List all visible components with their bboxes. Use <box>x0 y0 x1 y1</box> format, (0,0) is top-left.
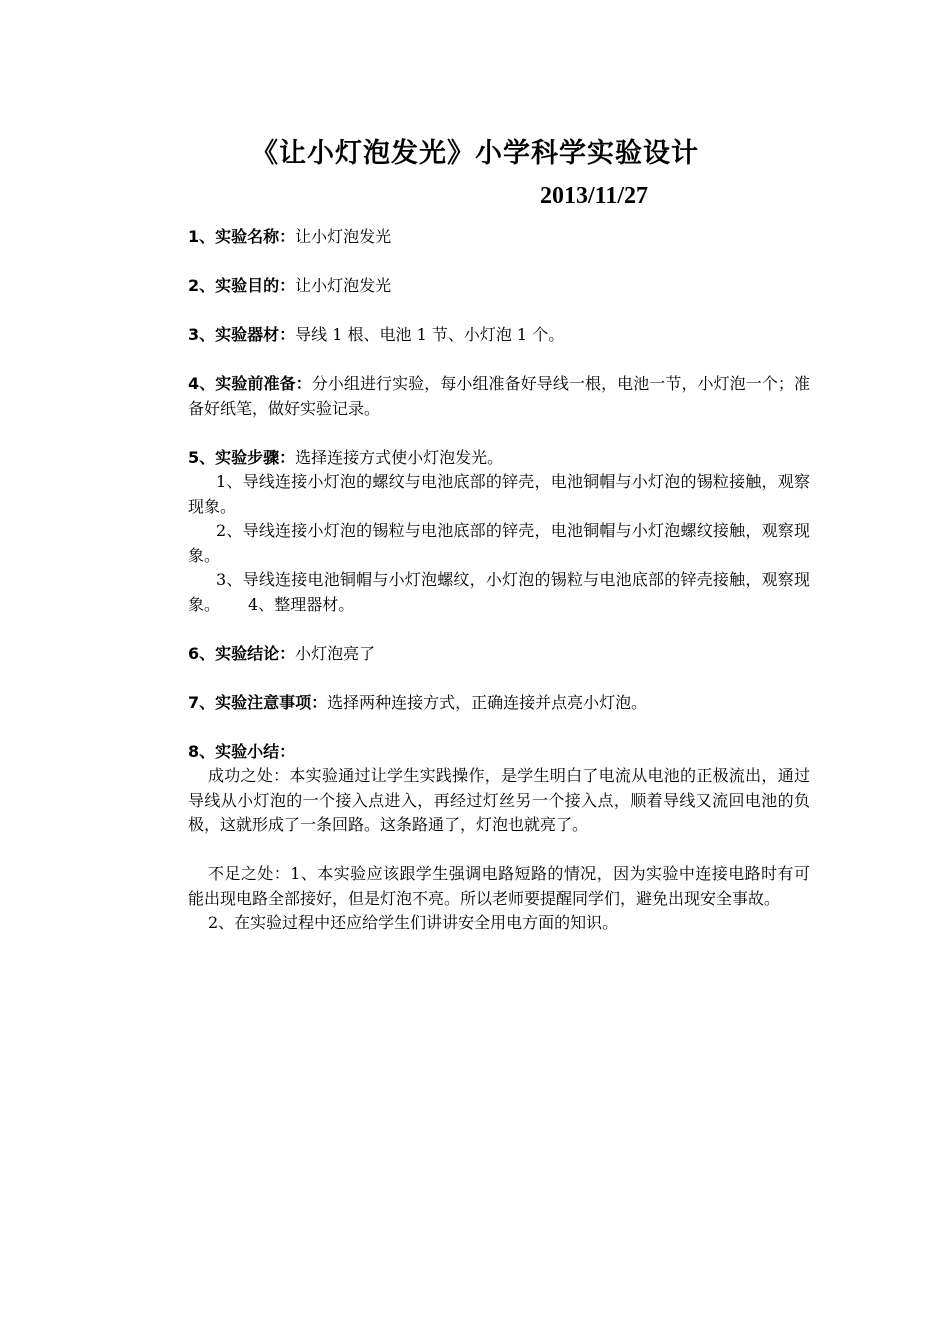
section-text: 小灯泡亮了 <box>295 643 376 663</box>
section-label: 5、实验步骤： <box>188 447 296 467</box>
section-experiment-purpose <box>188 274 810 299</box>
section-label: 1、实验名称： <box>188 227 296 246</box>
step-4: 4、整理器材。 <box>248 594 355 614</box>
section-summary <box>188 740 810 765</box>
step-3-and-4 <box>188 568 810 617</box>
document-title: 《让小灯泡发光》小学科学实验设计 <box>251 138 699 169</box>
section-text: 让小灯泡发光 <box>295 276 392 295</box>
summary-shortcoming: 不足之处：1、本实验应该跟学生强调电路短路的情况，因为实验中连接电路时有可能出现电路全部接好，但是灯泡不亮。所以老师要提醒同学们，避免出现安全事故。 <box>188 864 810 908</box>
section-steps <box>188 446 810 471</box>
section-text: 选择连接方式使小灯泡发光。 <box>295 447 504 467</box>
section-experiment-materials <box>188 323 810 348</box>
section-experiment-name <box>188 225 810 250</box>
section-conclusion <box>188 642 810 667</box>
document-body <box>188 225 810 936</box>
document-date: 2013/11/27 <box>540 183 649 209</box>
section-label: 4、实验前准备： <box>188 374 312 393</box>
section-notes <box>188 691 810 716</box>
section-label: 7、实验注意事项： <box>188 692 328 712</box>
step-1: 1、导线连接小灯泡的螺纹与电池底部的锌壳，电池铜帽与小灯泡的锡粒接触，观察现象。 <box>188 472 810 516</box>
summary-success: 成功之处：本实验通过让学生实践操作，是学生明白了电流从电池的正极流出，通过导线从小灯泡的一个接入点进入，再经过灯丝另一个接入点，顺着导线又流回电池的负极，这就形成了一条回路。这条路通了，灯泡也就亮了。 <box>188 766 810 834</box>
section-text: 选择两种连接方式，正确连接并点亮小灯泡。 <box>327 692 648 712</box>
section-label: 8、实验小结： <box>188 741 296 761</box>
section-text: 让小灯泡发光 <box>295 227 392 246</box>
section-preparation <box>188 372 810 421</box>
section-label: 6、实验结论： <box>188 643 296 663</box>
summary-shortcoming-2: 2、在实验过程中还应给学生们讲讲安全用电方面的知识。 <box>208 913 619 932</box>
step-2: 2、导线连接小灯泡的锡粒与电池底部的锌壳，电池铜帽与小灯泡螺纹接触，观察现象。 <box>188 521 810 565</box>
section-text: 分小组进行实验，每小组准备好导线一根，电池一节，小灯泡一个；准备好纸笔，做好实验记录。 <box>188 374 810 418</box>
section-label: 3、实验器材： <box>188 325 296 344</box>
section-label: 2、实验目的： <box>188 276 296 295</box>
section-text: 导线 1 根、电池 1 节、小灯泡 1 个。 <box>295 325 565 344</box>
step-3: 3、导线连接电池铜帽与小灯泡螺纹，小灯泡的锡粒与电池底部的锌壳接触，观察现象。 <box>188 570 810 614</box>
